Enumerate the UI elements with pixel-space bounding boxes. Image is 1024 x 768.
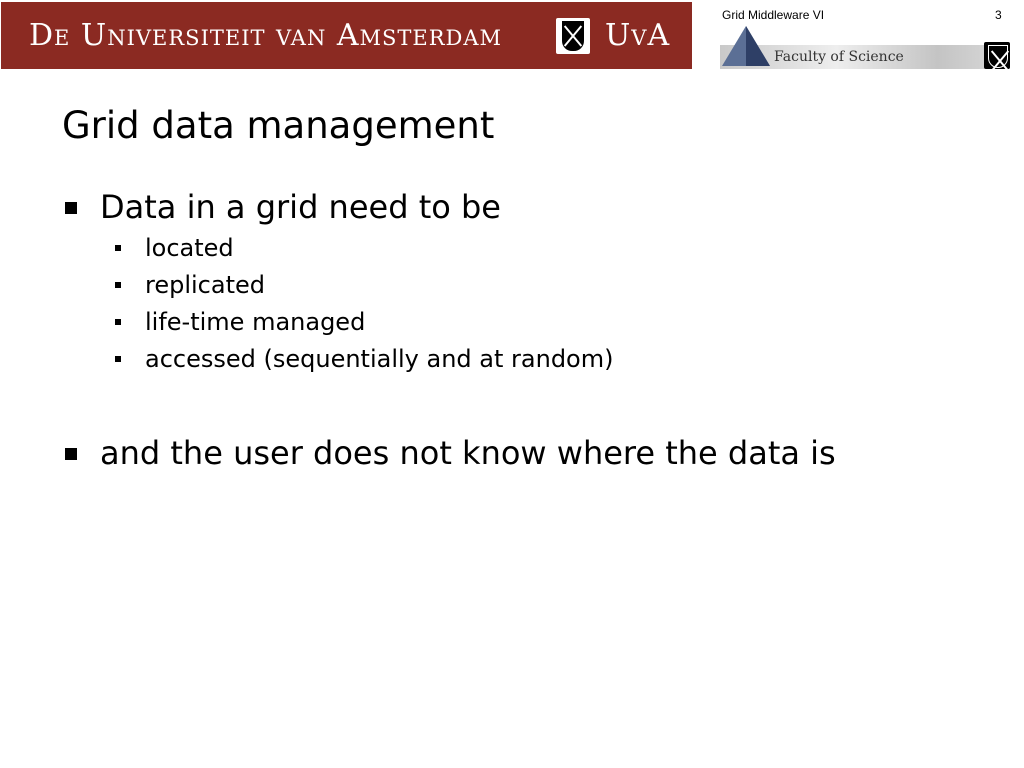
square-bullet-icon	[65, 448, 77, 460]
square-bullet-icon	[65, 202, 77, 214]
sub-bullet-text: replicated	[145, 271, 265, 299]
sub-bullet-text: life-time managed	[145, 308, 366, 336]
university-banner	[1, 2, 692, 69]
page-number: 3	[995, 8, 1002, 22]
slide-title: Grid data management	[62, 104, 495, 147]
small-square-bullet-icon	[115, 319, 121, 325]
bullet-text: Data in a grid need to be	[100, 188, 501, 226]
small-square-bullet-icon	[115, 245, 121, 251]
small-square-bullet-icon	[115, 282, 121, 288]
sub-bullet-text: located	[145, 234, 234, 262]
bullet-text: and the user does not know where the data is	[100, 434, 836, 472]
pyramid-logo-shade	[746, 26, 770, 66]
university-abbreviation: UvA	[605, 18, 671, 53]
uva-crest-icon	[556, 18, 590, 54]
sub-bullet-text: accessed (sequentially and at random)	[145, 345, 614, 373]
presentation-title: Grid Middleware VI	[722, 8, 825, 22]
university-name: De Universiteit van Amsterdam	[29, 18, 503, 53]
uva-crest-small-icon	[984, 42, 1010, 69]
small-square-bullet-icon	[115, 356, 121, 362]
faculty-name: Faculty of Science	[774, 49, 904, 65]
